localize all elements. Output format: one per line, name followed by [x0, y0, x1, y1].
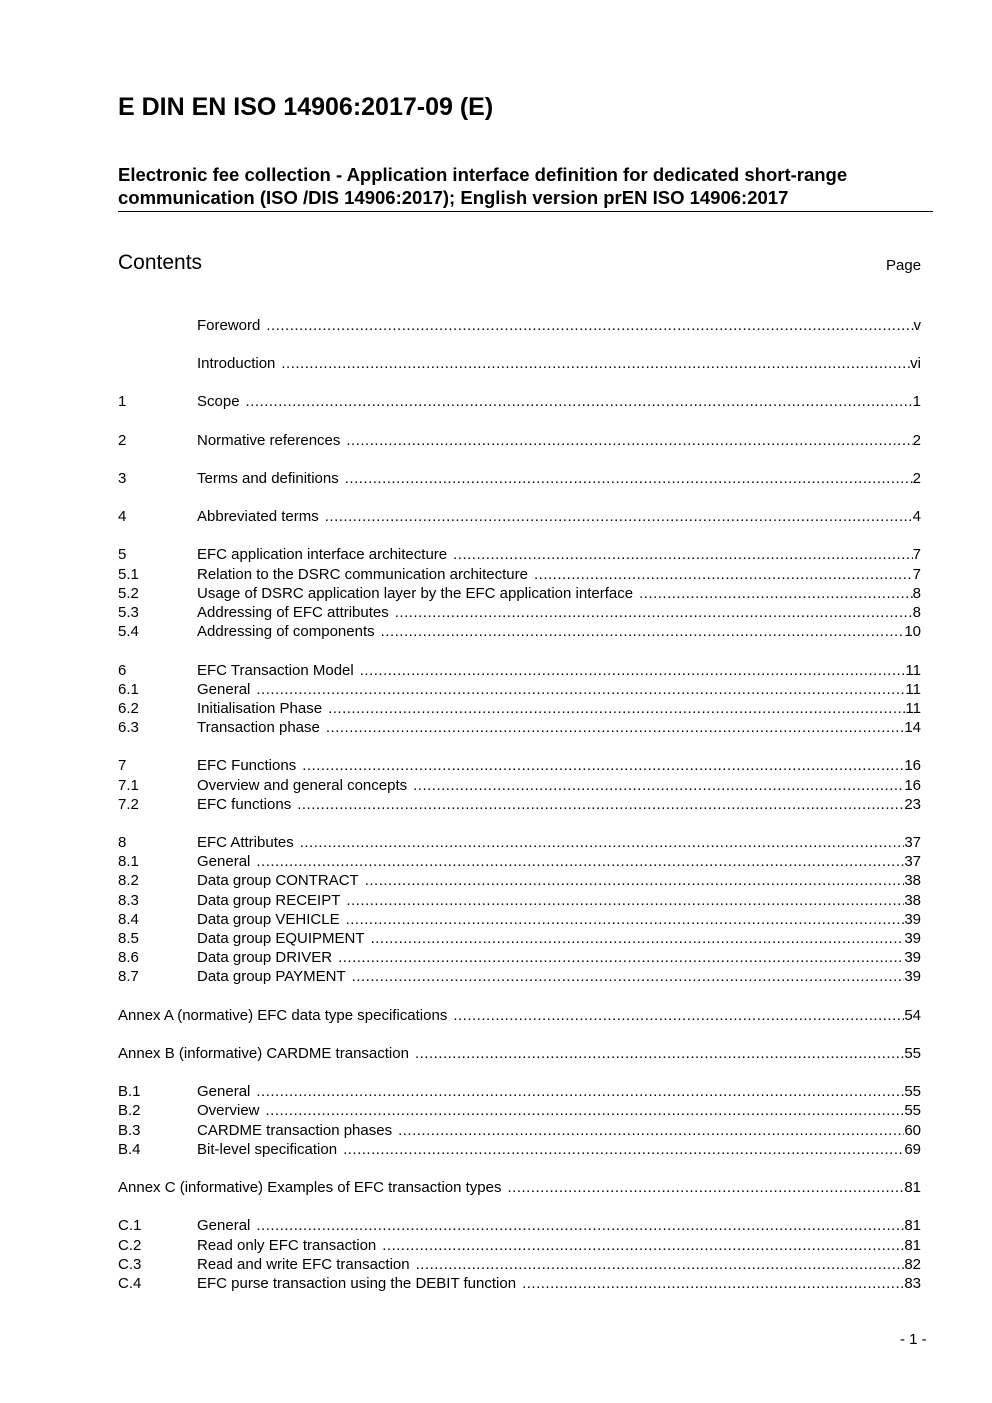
toc-leader-dots: [297, 795, 904, 814]
toc-page-number: 4: [912, 508, 921, 525]
toc-page-number: 1: [912, 393, 921, 410]
toc-entry[interactable]: [118, 507, 921, 526]
toc-number: 1: [118, 393, 127, 410]
toc-leader-dots: [382, 1236, 904, 1255]
toc-entry[interactable]: [118, 718, 921, 737]
toc-number: 5.4: [118, 623, 139, 640]
toc-number: 7.1: [118, 777, 139, 794]
toc-entry[interactable]: [118, 1006, 921, 1025]
toc-page-number: 37: [904, 834, 921, 851]
toc-title: Annex A (normative) EFC data type specifications: [118, 1007, 448, 1024]
toc-page-number: 37: [904, 853, 921, 870]
toc-leader-dots: [365, 871, 905, 890]
toc-title: EFC application interface architecture: [197, 546, 448, 563]
toc-title: Read only EFC transaction: [197, 1237, 377, 1254]
toc-title: Normative references: [197, 432, 341, 449]
toc-entry[interactable]: [118, 1082, 921, 1101]
toc-title: EFC Transaction Model: [197, 662, 354, 679]
toc-leader-dots: [281, 354, 910, 373]
toc-entry[interactable]: [118, 545, 921, 564]
footer-page-number: - 1 -: [900, 1331, 927, 1348]
toc-title: Overview: [197, 1102, 260, 1119]
toc-leader-dots: [416, 1255, 905, 1274]
toc-page-number: 7: [912, 566, 921, 583]
document-title-line-1: Electronic fee collection - Application interface definition for dedicated short-range: [118, 164, 848, 185]
toc-page-number: 39: [904, 911, 921, 928]
toc-page-number: vi: [910, 355, 921, 372]
toc-title: Data group VEHICLE: [197, 911, 340, 928]
toc-number: 3: [118, 470, 127, 487]
toc-title: Initialisation Phase: [197, 700, 323, 717]
toc-leader-dots: [325, 507, 913, 526]
toc-number: 5: [118, 546, 127, 563]
toc-page-number: 23: [904, 796, 921, 813]
toc-number: C.1: [118, 1217, 142, 1234]
toc-entry[interactable]: [118, 910, 921, 929]
toc-entry[interactable]: [118, 1121, 921, 1140]
toc-title: Data group RECEIPT: [197, 892, 341, 909]
toc-entry[interactable]: [118, 661, 921, 680]
toc-title: Addressing of EFC attributes: [197, 604, 389, 621]
toc-leader-dots: [338, 948, 904, 967]
toc-entry[interactable]: [118, 622, 921, 641]
toc-number: 8.1: [118, 853, 139, 870]
toc-page-number: 82: [904, 1256, 921, 1273]
toc-entry[interactable]: [118, 756, 921, 775]
toc-title: Data group PAYMENT: [197, 968, 346, 985]
toc-title: General: [197, 853, 251, 870]
toc-entry[interactable]: [118, 316, 921, 335]
toc-entry[interactable]: [118, 565, 921, 584]
toc-title: Addressing of components: [197, 623, 375, 640]
toc-page-number: 81: [904, 1217, 921, 1234]
toc-number: C.3: [118, 1256, 142, 1273]
toc-title: Data group EQUIPMENT: [197, 930, 365, 947]
toc-title: Read and write EFC transaction: [197, 1256, 410, 1273]
toc-page-number: 14: [904, 719, 921, 736]
toc-page-number: 39: [904, 968, 921, 985]
toc-leader-dots: [346, 431, 912, 450]
toc-entry[interactable]: [118, 1178, 921, 1197]
toc-title: Abbreviated terms: [197, 508, 319, 525]
toc-title: Bit-level specification: [197, 1141, 338, 1158]
toc-leader-dots: [346, 910, 905, 929]
toc-title: Transaction phase: [197, 719, 320, 736]
toc-entry[interactable]: [118, 776, 921, 795]
toc-title: Relation to the DSRC communication architecture: [197, 566, 528, 583]
toc-title: General: [197, 1217, 251, 1234]
toc-leader-dots: [345, 469, 913, 488]
toc-title: Annex B (informative) CARDME transaction: [118, 1045, 409, 1062]
toc-number: 6: [118, 662, 127, 679]
toc-title: EFC Attributes: [197, 834, 294, 851]
toc-leader-dots: [346, 891, 904, 910]
toc-page-number: 55: [904, 1102, 921, 1119]
toc-leader-dots: [328, 699, 905, 718]
toc-number: B.2: [118, 1102, 141, 1119]
document-title-line-2: communication (ISO /DIS 14906:2017); English version prEN ISO 14906:2017: [118, 187, 789, 208]
toc-entry[interactable]: [118, 1140, 921, 1159]
toc-leader-dots: [381, 622, 905, 641]
document-id: E DIN EN ISO 14906:2017-09 (E): [118, 93, 494, 121]
toc-entry[interactable]: [118, 795, 921, 814]
toc-page-number: 7: [912, 546, 921, 563]
toc-leader-dots: [302, 756, 904, 775]
toc-number: 8.2: [118, 872, 139, 889]
toc-entry[interactable]: [118, 584, 921, 603]
toc-number: 6.1: [118, 681, 139, 698]
toc-leader-dots: [256, 680, 905, 699]
toc-title: Terms and definitions: [197, 470, 339, 487]
toc-page-number: 38: [904, 892, 921, 909]
toc-entry[interactable]: [118, 1216, 921, 1235]
toc-number: B.4: [118, 1141, 141, 1158]
toc-page-number: 2: [912, 470, 921, 487]
toc-leader-dots: [360, 661, 906, 680]
toc-title: CARDME transaction phases: [197, 1122, 393, 1139]
toc-entry[interactable]: [118, 392, 921, 411]
toc-title: Foreword: [197, 317, 261, 334]
page-column-heading: Page: [886, 257, 922, 274]
toc-entry[interactable]: [118, 871, 921, 890]
toc-entry[interactable]: [118, 603, 921, 622]
toc-number: 8.6: [118, 949, 139, 966]
toc-title: Introduction: [197, 355, 276, 372]
toc-leader-dots: [534, 565, 913, 584]
toc-page-number: 81: [904, 1179, 921, 1196]
toc-title: EFC Functions: [197, 757, 297, 774]
toc-entry[interactable]: [118, 699, 921, 718]
toc-title: Annex C (informative) Examples of EFC transaction types: [118, 1179, 502, 1196]
toc-leader-dots: [266, 316, 913, 335]
toc-page-number: 10: [904, 623, 921, 640]
toc-entry[interactable]: [118, 948, 921, 967]
toc-entry[interactable]: [118, 1044, 921, 1063]
toc-title: General: [197, 681, 251, 698]
toc-number: 7.2: [118, 796, 139, 813]
toc-title: Data group CONTRACT: [197, 872, 359, 889]
toc-leader-dots: [256, 1216, 904, 1235]
toc-page-number: 55: [904, 1045, 921, 1062]
toc-entry[interactable]: [118, 967, 921, 986]
toc-number: B.1: [118, 1083, 141, 1100]
toc-leader-dots: [522, 1274, 904, 1293]
toc-title: Data group DRIVER: [197, 949, 333, 966]
toc-leader-dots: [453, 545, 913, 564]
toc-number: B.3: [118, 1122, 141, 1139]
toc-leader-dots: [398, 1121, 904, 1140]
toc-page-number: 60: [904, 1122, 921, 1139]
toc-number: 8.3: [118, 892, 139, 909]
toc-number: 7: [118, 757, 127, 774]
toc-page-number: 16: [904, 757, 921, 774]
toc-title: Usage of DSRC application layer by the EFC application interface: [197, 585, 634, 602]
toc-number: 5.2: [118, 585, 139, 602]
toc-leader-dots: [246, 392, 913, 411]
toc-number: 6.3: [118, 719, 139, 736]
toc-page-number: 81: [904, 1237, 921, 1254]
toc-number: 8.4: [118, 911, 139, 928]
toc-page-number: 11: [905, 681, 921, 698]
toc-entry[interactable]: [118, 1274, 921, 1293]
toc-title: EFC functions: [197, 796, 292, 813]
toc-entry[interactable]: [118, 852, 921, 871]
toc-entry[interactable]: [118, 891, 921, 910]
toc-number: C.2: [118, 1237, 142, 1254]
toc-entry[interactable]: [118, 1101, 921, 1120]
toc-number: 5.1: [118, 566, 139, 583]
toc-page-number: 11: [905, 662, 921, 679]
toc-entry[interactable]: [118, 1236, 921, 1255]
toc-number: 6.2: [118, 700, 139, 717]
toc-leader-dots: [371, 929, 905, 948]
toc-entry[interactable]: [118, 431, 921, 450]
toc-page-number: 54: [904, 1007, 921, 1024]
toc-page-number: 38: [904, 872, 921, 889]
toc-page-number: 83: [904, 1275, 921, 1292]
document-title: [118, 163, 933, 212]
toc-page-number: 8: [912, 604, 921, 621]
toc-leader-dots: [507, 1178, 904, 1197]
toc-number: 5.3: [118, 604, 139, 621]
toc-entry[interactable]: [118, 354, 921, 373]
toc-leader-dots: [639, 584, 913, 603]
toc-number: C.4: [118, 1275, 142, 1292]
toc-page-number: 16: [904, 777, 921, 794]
toc-leader-dots: [413, 776, 904, 795]
toc-page-number: 8: [912, 585, 921, 602]
toc-number: 4: [118, 508, 127, 525]
toc-leader-dots: [300, 833, 905, 852]
toc-leader-dots: [326, 718, 904, 737]
contents-heading: Contents: [118, 251, 203, 274]
toc-page-number: 55: [904, 1083, 921, 1100]
toc-leader-dots: [453, 1006, 904, 1025]
toc-leader-dots: [352, 967, 905, 986]
toc-title: General: [197, 1083, 251, 1100]
toc-number: 8.7: [118, 968, 139, 985]
toc-entry[interactable]: [118, 929, 921, 948]
toc-leader-dots: [266, 1101, 905, 1120]
toc-leader-dots: [256, 1082, 904, 1101]
toc-page-number: 2: [912, 432, 921, 449]
toc-leader-dots: [256, 852, 904, 871]
toc-page-number: 69: [904, 1141, 921, 1158]
toc-page-number: 11: [905, 700, 921, 717]
toc-number: 2: [118, 432, 127, 449]
toc-leader-dots: [343, 1140, 904, 1159]
toc-title: Overview and general concepts: [197, 777, 408, 794]
toc-entry[interactable]: [118, 1255, 921, 1274]
toc-page-number: 39: [904, 930, 921, 947]
toc-entry[interactable]: [118, 469, 921, 488]
toc-title: Scope: [197, 393, 240, 410]
toc-entry[interactable]: [118, 833, 921, 852]
toc-entry[interactable]: [118, 680, 921, 699]
toc-title: EFC purse transaction using the DEBIT function: [197, 1275, 517, 1292]
toc-page-number: v: [913, 317, 921, 334]
toc-leader-dots: [395, 603, 913, 622]
toc-leader-dots: [415, 1044, 904, 1063]
toc-number: 8.5: [118, 930, 139, 947]
toc-number: 8: [118, 834, 127, 851]
toc-page-number: 39: [904, 949, 921, 966]
